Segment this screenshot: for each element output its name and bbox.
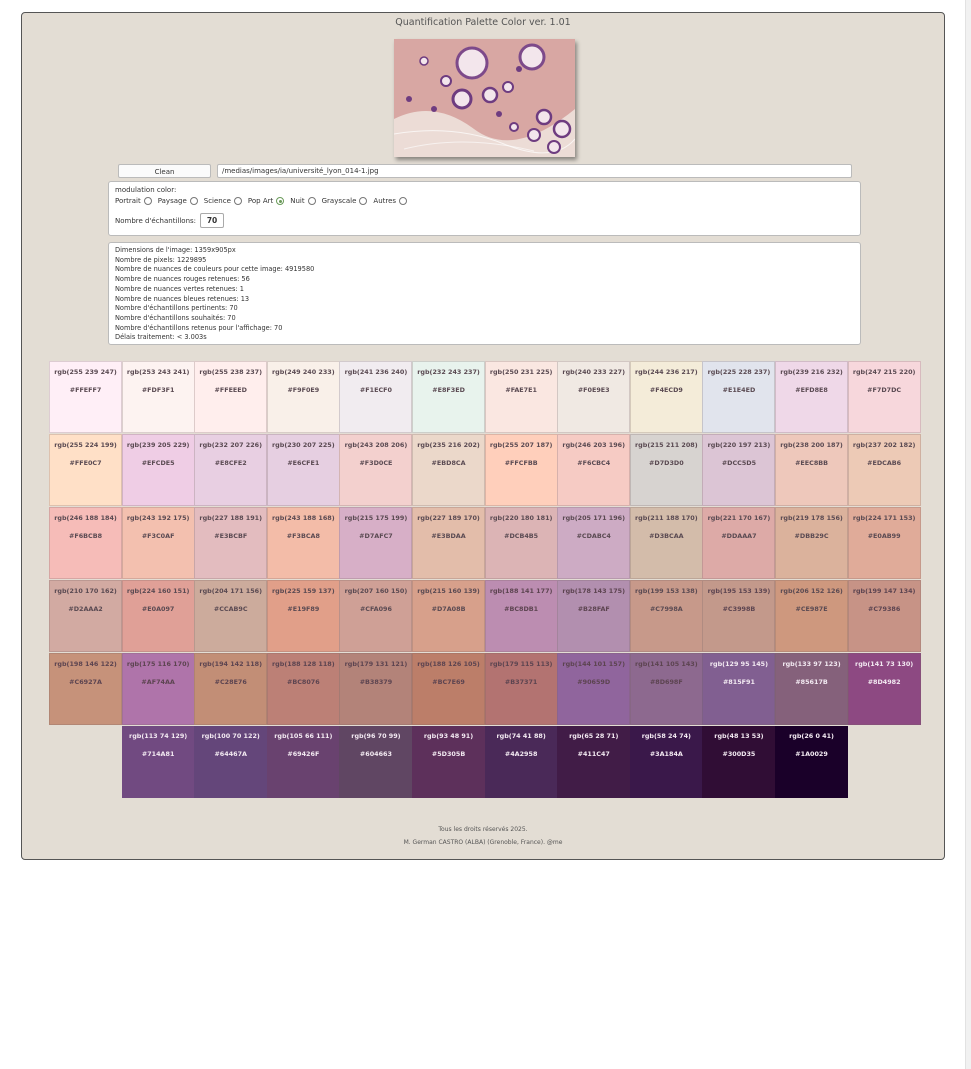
swatch-hex-label: #411C47 [577, 750, 610, 758]
swatch-rgb-label: rgb(250 231 225) [489, 368, 553, 376]
palette-swatch[interactable] [412, 580, 485, 652]
swatch-hex-label: #D7A08B [431, 605, 466, 613]
swatch-hex-label: #E0A097 [141, 605, 175, 613]
info-relevant-samples: Nombre d'échantillons pertinents: 70 [115, 304, 238, 313]
swatch-rgb-label: rgb(232 243 237) [417, 368, 480, 376]
palette-swatch[interactable] [122, 580, 195, 652]
swatch-hex-label: #8D698F [649, 678, 683, 686]
swatch-hex-label: #C28E76 [214, 678, 247, 686]
palette-swatch[interactable] [702, 434, 775, 506]
swatch-hex-label: #D2AAA2 [68, 605, 103, 613]
swatch-hex-label: #EDCAB6 [867, 459, 902, 467]
palette-swatch[interactable] [122, 653, 195, 725]
swatch-hex-label: #F3C0AF [141, 532, 175, 540]
swatch-hex-label: #D7AFC7 [359, 532, 393, 540]
swatch-rgb-label: rgb(96 70 99) [351, 732, 401, 740]
swatch-rgb-label: rgb(246 188 184) [54, 514, 117, 522]
palette-swatch[interactable] [485, 653, 558, 725]
samples-label: Nombre d'échantillons: [115, 216, 197, 225]
palette-swatch[interactable] [339, 726, 412, 798]
option-portrait-label: Portrait [115, 197, 141, 205]
palette-swatch[interactable] [775, 361, 848, 433]
palette-swatch[interactable] [702, 580, 775, 652]
main-panel [21, 12, 945, 860]
swatch-rgb-label: rgb(246 203 196) [562, 441, 626, 449]
swatch-rgb-label: rgb(129 95 145) [709, 660, 769, 668]
swatch-rgb-label: rgb(221 170 167) [707, 514, 771, 522]
palette-swatch[interactable] [412, 726, 485, 798]
palette-swatch[interactable] [339, 580, 412, 652]
palette-swatch[interactable] [412, 434, 485, 506]
swatch-hex-label: #5D305B [431, 750, 466, 758]
palette-swatch[interactable] [630, 507, 703, 579]
radio-autres[interactable] [399, 197, 407, 205]
swatch-rgb-label: rgb(210 170 162) [54, 587, 117, 595]
radio-science[interactable] [234, 197, 242, 205]
swatch-hex-label: #F6BCB8 [69, 532, 103, 540]
samples-input[interactable]: 70 [200, 213, 224, 228]
palette-swatch[interactable] [630, 580, 703, 652]
palette-swatch[interactable] [775, 580, 848, 652]
palette-swatch[interactable] [848, 580, 921, 652]
swatch-rgb-label: rgb(141 73 130) [855, 660, 914, 668]
palette-swatch[interactable] [848, 434, 921, 506]
swatch-hex-label: #E6CFE1 [287, 459, 320, 467]
palette-swatch[interactable] [194, 361, 267, 433]
swatch-hex-label: #EFCDE5 [141, 459, 175, 467]
palette-swatch[interactable] [848, 653, 921, 725]
file-path-input[interactable]: /medias/images/ia/université_lyon_014-1.jpg [217, 164, 852, 178]
swatch-hex-label: #300D35 [722, 750, 756, 758]
swatch-rgb-label: rgb(225 159 137) [272, 587, 335, 595]
swatch-rgb-label: rgb(211 188 170) [635, 514, 698, 522]
palette-swatch[interactable] [630, 434, 703, 506]
palette-swatch[interactable] [630, 653, 703, 725]
palette-swatch[interactable] [122, 507, 195, 579]
swatch-rgb-label: rgb(93 48 91) [423, 732, 474, 740]
palette-swatch[interactable] [267, 726, 340, 798]
palette-swatch[interactable] [339, 653, 412, 725]
swatch-rgb-label: rgb(175 116 170) [126, 660, 190, 668]
swatch-rgb-label: rgb(227 189 170) [417, 514, 480, 522]
swatch-hex-label: #FFEEED [214, 386, 247, 394]
swatch-hex-label: #F1ECF0 [359, 386, 392, 394]
swatch-rgb-label: rgb(194 142 118) [199, 660, 263, 668]
swatch-rgb-label: rgb(188 141 177) [489, 587, 553, 595]
palette-swatch[interactable] [194, 507, 267, 579]
palette-swatch[interactable] [49, 653, 122, 725]
modulation-label: modulation color: [115, 186, 177, 194]
palette-swatch[interactable] [557, 653, 630, 725]
palette-swatch[interactable] [49, 434, 122, 506]
swatch-hex-label: #CFA096 [359, 605, 392, 613]
palette-swatch[interactable] [412, 361, 485, 433]
palette-swatch[interactable] [485, 434, 558, 506]
swatch-hex-label: #B37371 [504, 678, 538, 686]
source-image-thumbnail [394, 39, 575, 157]
palette-swatch[interactable] [412, 653, 485, 725]
palette-swatch[interactable] [848, 507, 921, 579]
palette-swatch[interactable] [557, 434, 630, 506]
info-red-count: Nombre de nuances rouges retenues: 56 [115, 275, 250, 284]
swatch-hex-label: #FFCFBB [504, 459, 538, 467]
option-pop-art-label: Pop Art [247, 197, 274, 205]
swatch-hex-label: #C7998A [649, 605, 683, 613]
info-green-count: Nombre de nuances vertes retenues: 1 [115, 284, 244, 293]
swatch-hex-label: #D3BCAA [649, 532, 684, 540]
swatch-rgb-label: rgb(141 105 143) [635, 660, 698, 668]
swatch-rgb-label: rgb(65 28 71) [569, 732, 619, 740]
swatch-rgb-label: rgb(178 143 175) [562, 587, 626, 595]
swatch-rgb-label: rgb(113 74 129) [129, 732, 188, 740]
palette-swatch[interactable] [557, 507, 630, 579]
app-title: Quantification Palette Color ver. 1.01 [395, 17, 571, 28]
swatch-hex-label: #AF74AA [141, 678, 175, 686]
info-blue-count: Nombre de nuances bleues retenues: 13 [115, 294, 250, 303]
swatch-rgb-label: rgb(199 147 134) [852, 587, 916, 595]
footer-copyright: Tous les droits réservés 2025. [438, 826, 528, 833]
swatch-hex-label: #FFE0C7 [69, 459, 102, 467]
modulation-box [108, 181, 861, 236]
palette-swatch[interactable] [485, 580, 558, 652]
radio-grayscale[interactable] [359, 197, 367, 205]
palette-swatch[interactable] [339, 507, 412, 579]
palette-swatch[interactable] [122, 361, 195, 433]
palette-swatch[interactable] [557, 580, 630, 652]
swatch-rgb-label: rgb(232 207 226) [199, 441, 263, 449]
swatch-rgb-label: rgb(237 202 182) [852, 441, 916, 449]
radio-paysage[interactable] [190, 197, 198, 205]
samples-row [115, 213, 854, 228]
swatch-hex-label: #B28FAF [577, 605, 610, 613]
swatch-rgb-label: rgb(204 171 156) [199, 587, 263, 595]
palette-swatch[interactable] [702, 361, 775, 433]
palette-swatch[interactable] [557, 361, 630, 433]
swatch-rgb-label: rgb(205 171 196) [562, 514, 626, 522]
palette-swatch[interactable] [267, 653, 340, 725]
swatch-rgb-label: rgb(239 205 229) [126, 441, 190, 449]
palette-swatch[interactable] [122, 434, 195, 506]
swatch-rgb-label: rgb(230 207 225) [272, 441, 335, 449]
swatch-rgb-label: rgb(243 208 206) [344, 441, 408, 449]
option-grayscale-label: Grayscale [321, 197, 357, 205]
swatch-hex-label: #E8CFE2 [214, 459, 247, 467]
swatch-rgb-label: rgb(255 239 247) [54, 368, 117, 376]
swatch-hex-label: #DDAAA7 [721, 532, 757, 540]
image-info-box [108, 242, 861, 345]
swatch-rgb-label: rgb(225 228 237) [707, 368, 771, 376]
swatch-rgb-label: rgb(255 207 187) [489, 441, 553, 449]
swatch-hex-label: #DBB29C [794, 532, 829, 540]
swatch-rgb-label: rgb(255 224 199) [54, 441, 117, 449]
radio-pop-art[interactable] [276, 197, 284, 205]
swatch-rgb-label: rgb(48 13 53) [714, 732, 764, 740]
swatch-hex-label: #F4ECD9 [649, 386, 683, 394]
swatch-rgb-label: rgb(240 233 227) [562, 368, 626, 376]
palette-swatch[interactable] [267, 434, 340, 506]
swatch-hex-label: #714A81 [141, 750, 175, 758]
swatch-hex-label: #FAE7E1 [505, 386, 537, 394]
palette-swatch[interactable] [267, 580, 340, 652]
swatch-hex-label: #C79386 [868, 605, 901, 613]
swatch-rgb-label: rgb(241 236 240) [344, 368, 408, 376]
swatch-rgb-label: rgb(133 97 123) [782, 660, 841, 668]
info-dimensions: Dimensions de l'image: 1359x905px [115, 246, 236, 254]
swatch-hex-label: #B38379 [359, 678, 393, 686]
swatch-rgb-label: rgb(215 211 208) [635, 441, 698, 449]
palette-swatch[interactable] [122, 726, 195, 798]
swatch-hex-label: #DCB4B5 [504, 532, 539, 540]
palette-swatch[interactable] [194, 434, 267, 506]
swatch-hex-label: #BC7E69 [432, 678, 465, 686]
swatch-hex-label: #E3BDAA [431, 532, 466, 540]
swatch-hex-label: #BC8DB1 [504, 605, 539, 613]
palette-swatch[interactable] [412, 507, 485, 579]
palette-swatch[interactable] [339, 434, 412, 506]
palette-swatch[interactable] [194, 580, 267, 652]
swatch-hex-label: #4A2958 [504, 750, 538, 758]
swatch-rgb-label: rgb(219 178 156) [780, 514, 843, 522]
palette-swatch[interactable] [485, 361, 558, 433]
swatch-rgb-label: rgb(179 115 113) [489, 660, 553, 668]
swatch-rgb-label: rgb(235 216 202) [417, 441, 480, 449]
palette-swatch[interactable] [702, 653, 775, 725]
swatch-rgb-label: rgb(195 153 139) [707, 587, 771, 595]
palette-swatch[interactable] [702, 726, 775, 798]
swatch-rgb-label: rgb(224 160 151) [126, 587, 190, 595]
swatch-rgb-label: rgb(253 243 241) [126, 368, 190, 376]
swatch-rgb-label: rgb(247 215 220) [852, 368, 916, 376]
swatch-hex-label: #69426F [287, 750, 320, 758]
swatch-hex-label: #F0E9E3 [577, 386, 610, 394]
radio-nuit[interactable] [308, 197, 316, 205]
swatch-rgb-label: rgb(249 240 233) [272, 368, 335, 376]
page-scrollbar[interactable] [965, 0, 971, 1069]
swatch-hex-label: #90659D [577, 678, 611, 686]
swatch-rgb-label: rgb(224 171 153) [852, 514, 916, 522]
swatch-rgb-label: rgb(220 197 213) [707, 441, 771, 449]
palette-swatch[interactable] [267, 361, 340, 433]
swatch-hex-label: #C3998B [722, 605, 756, 613]
modulation-options [115, 197, 854, 205]
info-displayed-samples: Nombre d'échantillons retenus pour l'affichage: 70 [115, 323, 283, 332]
swatch-rgb-label: rgb(188 128 118) [272, 660, 335, 668]
swatch-rgb-label: rgb(26 0 41) [789, 732, 834, 740]
option-science-label: Science [203, 197, 231, 205]
swatch-hex-label: #64467A [214, 750, 247, 758]
radio-portrait[interactable] [144, 197, 152, 205]
swatch-hex-label: #E1E4ED [722, 386, 756, 394]
footer-author: M. German CASTRO (ALBA) (Grenoble, France). @me [403, 839, 563, 846]
swatch-rgb-label: rgb(207 160 150) [344, 587, 408, 595]
palette-swatch[interactable] [630, 726, 703, 798]
swatch-rgb-label: rgb(238 200 187) [780, 441, 843, 449]
swatch-hex-label: #F3BCA8 [286, 532, 320, 540]
info-processing-time: Délais traitement: < 3.003s [115, 333, 207, 342]
swatch-hex-label: #8D4982 [867, 678, 901, 686]
palette-swatch[interactable] [49, 361, 122, 433]
swatch-rgb-label: rgb(199 153 138) [635, 587, 698, 595]
palette-swatch[interactable] [194, 653, 267, 725]
palette-swatch[interactable] [49, 507, 122, 579]
swatch-rgb-label: rgb(74 41 88) [496, 732, 546, 740]
palette-swatch[interactable] [775, 434, 848, 506]
swatch-hex-label: #CDABC4 [576, 532, 611, 540]
palette-swatch[interactable] [775, 653, 848, 725]
swatch-rgb-label: rgb(220 180 181) [489, 514, 553, 522]
swatch-hex-label: #815F91 [722, 678, 755, 686]
palette-swatch[interactable] [267, 507, 340, 579]
clean-button[interactable]: Clean [118, 164, 211, 178]
swatch-rgb-label: rgb(188 126 105) [417, 660, 480, 668]
swatch-hex-label: #C6927A [69, 678, 102, 686]
swatch-hex-label: #85617B [795, 678, 828, 686]
swatch-rgb-label: rgb(198 146 122) [54, 660, 117, 668]
palette-swatch[interactable] [702, 507, 775, 579]
swatch-rgb-label: rgb(255 238 237) [199, 368, 263, 376]
palette-swatch[interactable] [339, 361, 412, 433]
swatch-hex-label: #D7D3D0 [649, 459, 684, 467]
palette-swatch[interactable] [485, 507, 558, 579]
palette-swatch[interactable] [485, 726, 558, 798]
swatch-hex-label: #E19F89 [287, 605, 320, 613]
palette-swatch[interactable] [194, 726, 267, 798]
swatch-hex-label: #3A184A [649, 750, 683, 758]
swatch-rgb-label: rgb(243 192 175) [126, 514, 190, 522]
swatch-rgb-label: rgb(227 188 191) [199, 514, 263, 522]
swatch-hex-label: #EFD8E8 [795, 386, 828, 394]
palette-swatch[interactable] [557, 726, 630, 798]
swatch-hex-label: #EEC8BB [795, 459, 829, 467]
swatch-hex-label: #E3BCBF [214, 532, 248, 540]
info-color-count: Nombre de nuances de couleurs pour cette image: 4919580 [115, 265, 315, 274]
swatch-hex-label: #CCAB9C [213, 605, 248, 613]
swatch-rgb-label: rgb(105 66 111) [274, 732, 333, 740]
swatch-rgb-label: rgb(58 24 74) [641, 732, 691, 740]
swatch-rgb-label: rgb(244 236 217) [635, 368, 698, 376]
palette-swatch[interactable] [848, 361, 921, 433]
swatch-rgb-label: rgb(144 101 157) [562, 660, 626, 668]
swatch-rgb-label: rgb(179 131 121) [344, 660, 408, 668]
option-autres-label: Autres [373, 197, 397, 205]
swatch-rgb-label: rgb(239 216 232) [780, 368, 843, 376]
swatch-hex-label: #E8F3ED [432, 386, 465, 394]
swatch-rgb-label: rgb(243 188 168) [272, 514, 335, 522]
swatch-hex-label: #1A0029 [795, 750, 828, 758]
swatch-hex-label: #DCC5D5 [721, 459, 757, 467]
option-paysage-label: Paysage [157, 197, 187, 205]
swatch-hex-label: #604663 [359, 750, 392, 758]
swatch-hex-label: #F7D7DC [867, 386, 902, 394]
palette-swatch[interactable] [630, 361, 703, 433]
swatch-hex-label: #FDF3F1 [141, 386, 175, 394]
option-nuit-label: Nuit [290, 197, 305, 205]
swatch-hex-label: #EBD8CA [431, 459, 466, 467]
swatch-hex-label: #E0AB99 [867, 532, 901, 540]
swatch-hex-label: #F3D0CE [359, 459, 393, 467]
swatch-hex-label: #FFEFF7 [69, 386, 102, 394]
swatch-hex-label: #BC8076 [286, 678, 320, 686]
palette-swatch[interactable] [49, 580, 122, 652]
swatch-hex-label: #F6CBC4 [577, 459, 611, 467]
palette-swatch[interactable] [775, 507, 848, 579]
palette-swatch[interactable] [775, 726, 848, 798]
swatch-rgb-label: rgb(215 175 199) [344, 514, 408, 522]
info-wanted-samples: Nombre d'échantillons souhaités: 70 [115, 313, 236, 322]
swatch-rgb-label: rgb(100 70 122) [201, 732, 260, 740]
swatch-rgb-label: rgb(215 160 139) [417, 587, 480, 595]
swatch-rgb-label: rgb(206 152 126) [780, 587, 843, 595]
swatch-hex-label: #CE987E [795, 605, 828, 613]
info-pixels: Nombre de pixels: 1229895 [115, 255, 207, 264]
swatch-hex-label: #F9F0E9 [287, 386, 320, 394]
